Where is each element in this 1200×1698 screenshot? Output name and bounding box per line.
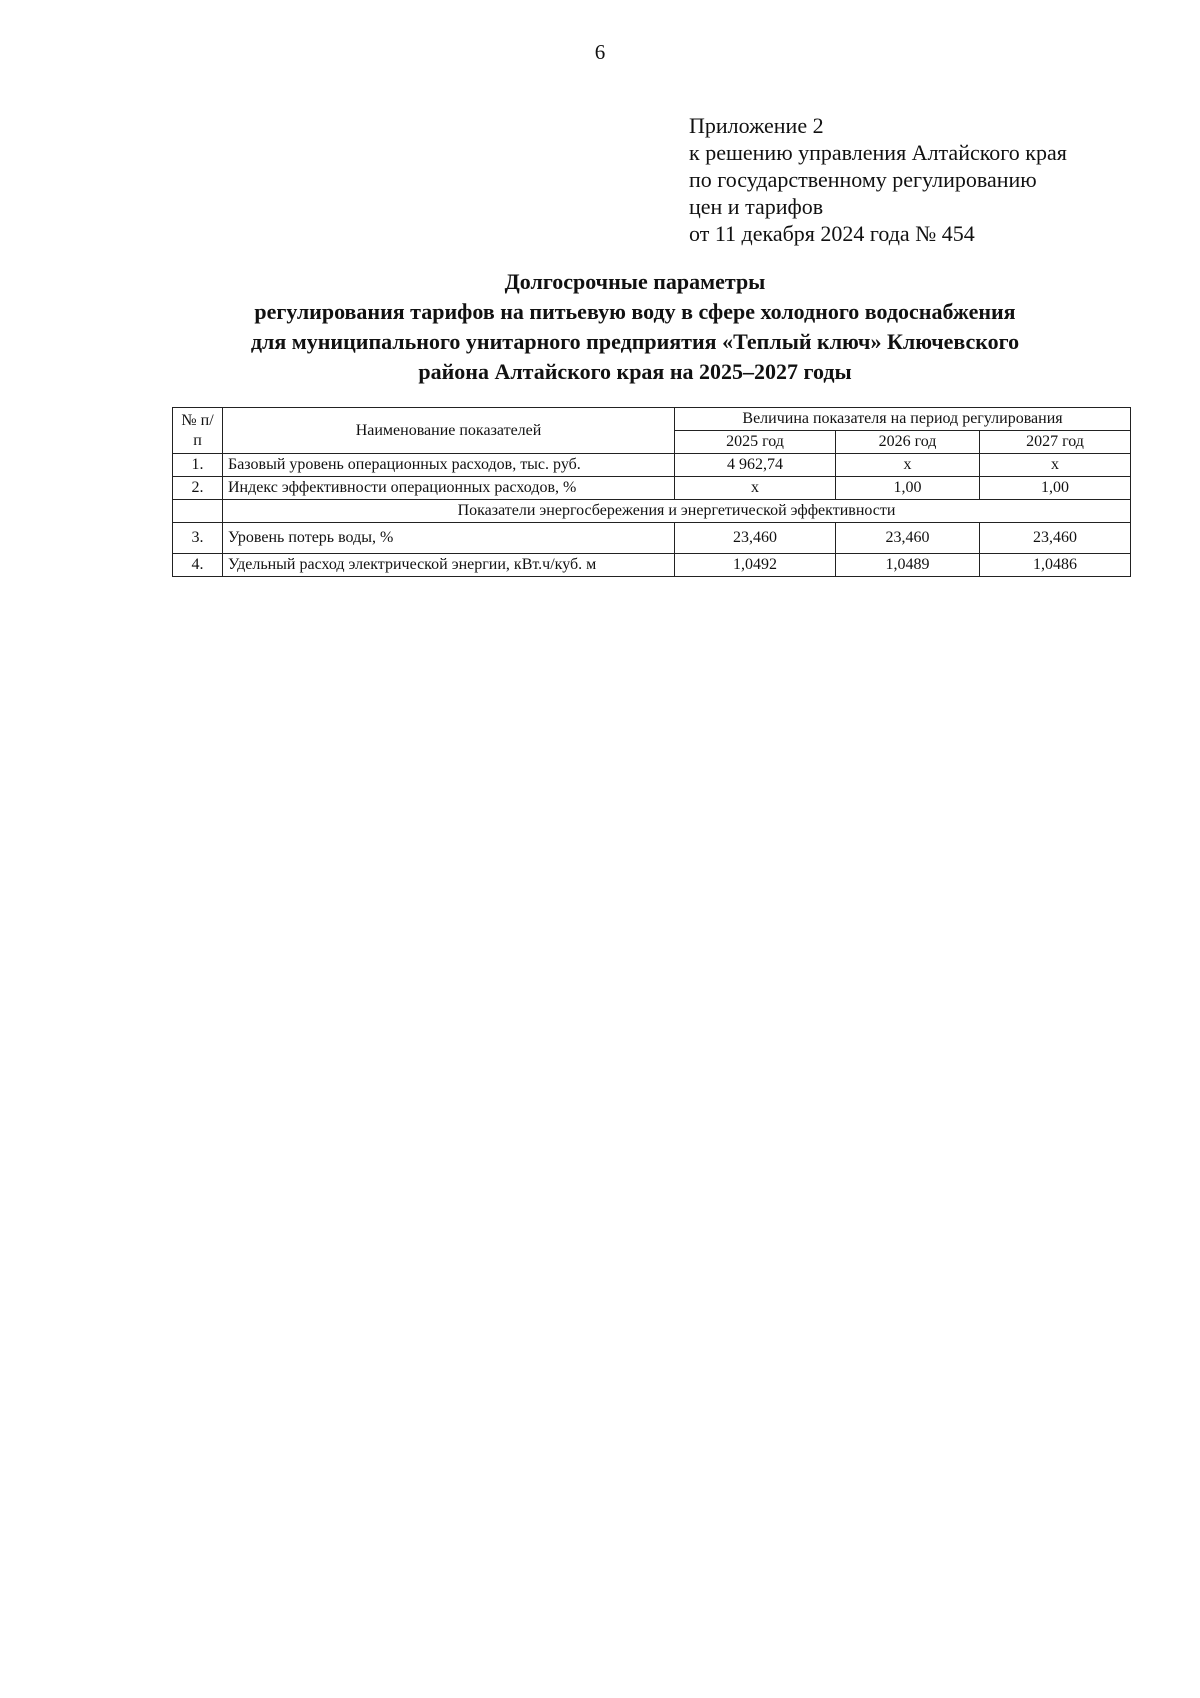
row-value: 23,460 bbox=[675, 523, 836, 554]
row-value: х bbox=[980, 454, 1131, 477]
row-name: Индекс эффективности операционных расходов, % bbox=[223, 477, 675, 500]
title-line: для муниципального унитарного предприятия «Теплый ключ» Ключевского bbox=[250, 329, 1020, 354]
row-value: 23,460 bbox=[836, 523, 980, 554]
header-name: Наименование показателей bbox=[223, 408, 675, 454]
table-row bbox=[173, 454, 1131, 477]
section-title: Показатели энергосбережения и энергетической эффективности bbox=[223, 500, 1131, 523]
row-name: Уровень потерь воды, % bbox=[223, 523, 675, 554]
appendix-line: по государственному регулированию bbox=[689, 167, 1037, 192]
row-value: х bbox=[675, 477, 836, 500]
row-value: х bbox=[836, 454, 980, 477]
row-value: 23,460 bbox=[980, 523, 1131, 554]
page-number: 6 bbox=[594, 40, 606, 64]
header-period: Величина показателя на период регулирования bbox=[675, 408, 1131, 431]
row-value: 1,0489 bbox=[836, 554, 980, 577]
title-line: регулирования тарифов на питьевую воду в сфере холодного водоснабжения bbox=[254, 299, 1016, 324]
section-empty-cell bbox=[173, 500, 223, 523]
row-num: 4. bbox=[173, 554, 223, 577]
header-year: 2026 год bbox=[836, 431, 980, 454]
appendix-line: цен и тарифов bbox=[689, 194, 824, 219]
header-year: 2025 год bbox=[675, 431, 836, 454]
title-line: района Алтайского края на 2025–2027 годы bbox=[418, 359, 852, 384]
row-value: 1,00 bbox=[980, 477, 1131, 500]
table-row bbox=[173, 554, 1131, 577]
header-year: 2027 год bbox=[980, 431, 1131, 454]
row-num: 2. bbox=[173, 477, 223, 500]
row-name: Базовый уровень операционных расходов, тыс. руб. bbox=[223, 454, 675, 477]
row-value: 1,0486 bbox=[980, 554, 1131, 577]
appendix-line: к решению управления Алтайского края bbox=[689, 140, 1067, 165]
table-row bbox=[173, 523, 1131, 554]
row-name: Удельный расход электрической энергии, кВт.ч/куб. м bbox=[223, 554, 675, 577]
appendix-line: от 11 декабря 2024 года № 454 bbox=[689, 221, 975, 246]
row-value: 1,0492 bbox=[675, 554, 836, 577]
table-row bbox=[173, 477, 1131, 500]
row-value: 1,00 bbox=[836, 477, 980, 500]
document-title bbox=[200, 267, 1070, 387]
appendix-line: Приложение 2 bbox=[689, 113, 824, 138]
appendix-block bbox=[689, 112, 1067, 247]
table-section-row bbox=[173, 500, 1131, 523]
row-num: 1. bbox=[173, 454, 223, 477]
header-num: № п/п bbox=[173, 408, 223, 454]
parameters-table bbox=[172, 407, 1131, 577]
row-num: 3. bbox=[173, 523, 223, 554]
title-line: Долгосрочные параметры bbox=[504, 269, 766, 294]
row-value: 4 962,74 bbox=[675, 454, 836, 477]
